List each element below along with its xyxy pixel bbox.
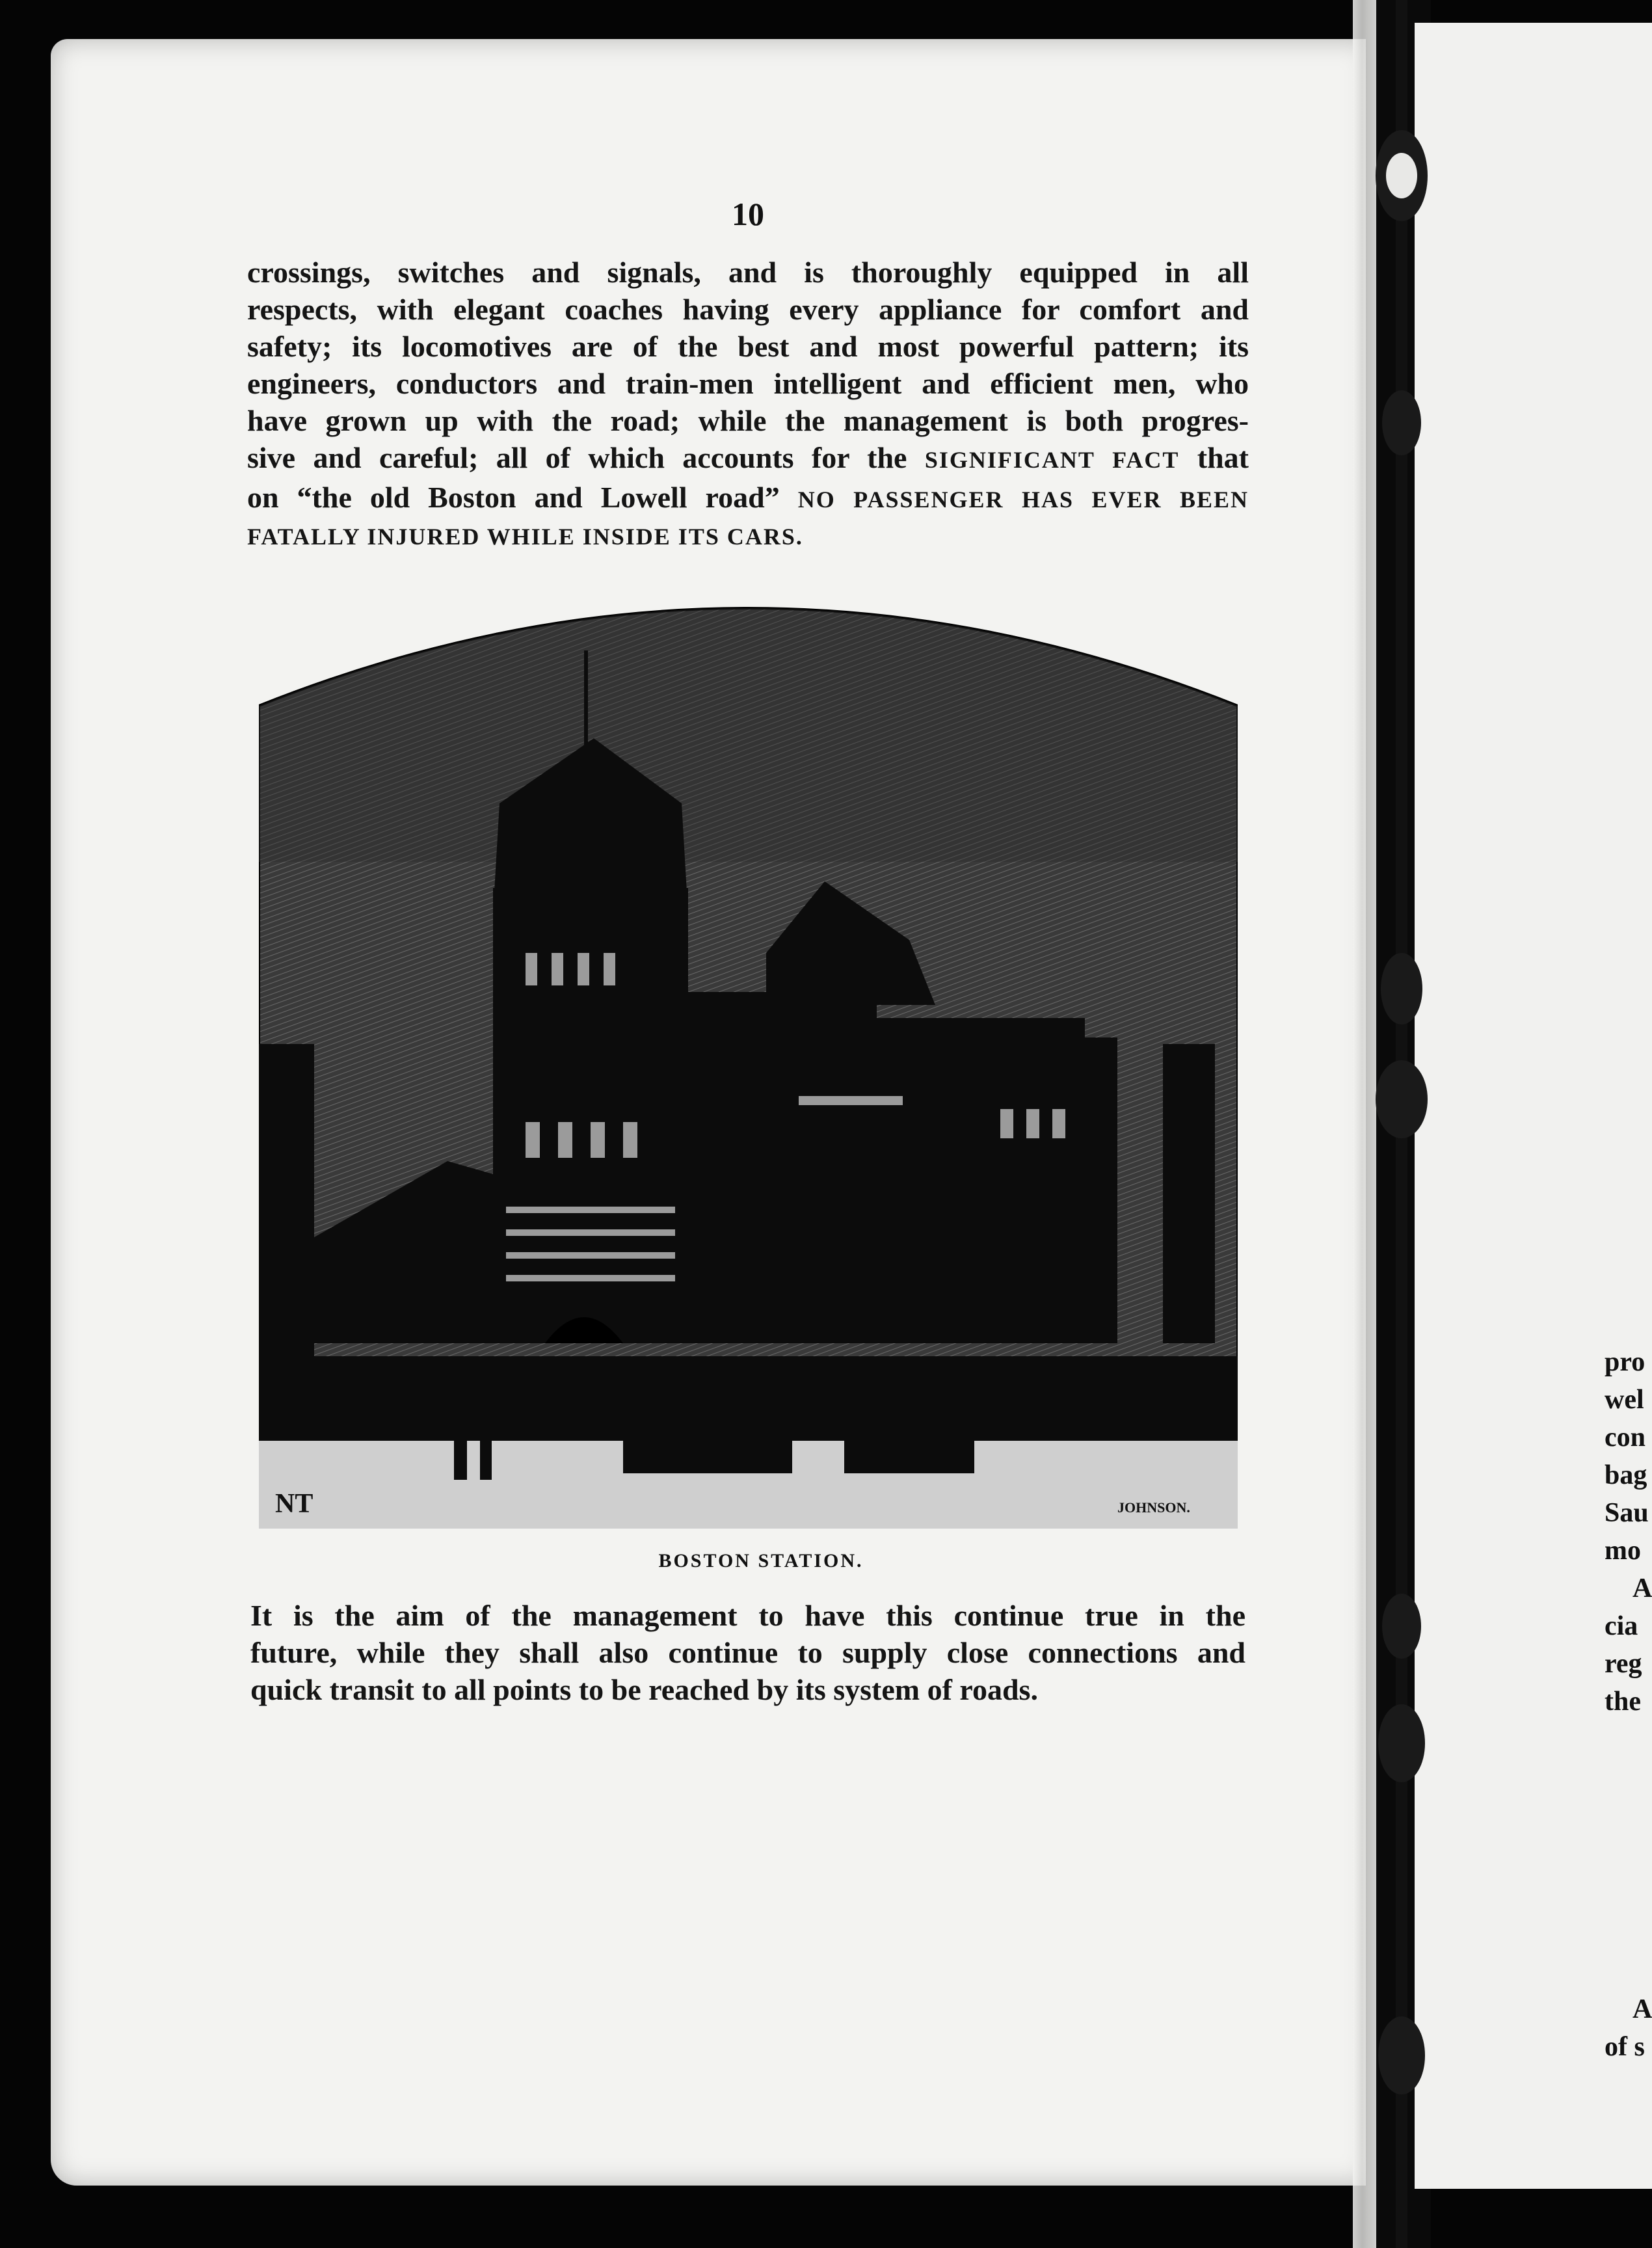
- right-page-fragment: bag: [1605, 1460, 1647, 1490]
- right-page-fragment: cia: [1605, 1611, 1638, 1641]
- paragraph-2: [250, 1597, 1246, 1708]
- right-page-fragment: mo: [1605, 1536, 1641, 1566]
- right-page-fragment: con: [1605, 1423, 1645, 1452]
- text-line: have grown up with the road; while the management is both progres-: [247, 404, 1249, 437]
- text-line: It is the aim of the management to have this continue true in the: [250, 1599, 1246, 1632]
- right-page-fragment: reg: [1605, 1649, 1642, 1679]
- text-line: safety; its locomotives are of the best and most powerful pattern; its: [247, 330, 1249, 363]
- text-line: quick transit to all points to be reached by its system of roads.: [250, 1673, 1038, 1706]
- right-page-fragment: A: [1632, 1573, 1652, 1603]
- binding-stitches: [1372, 0, 1431, 2248]
- emphasis-fatally-injured: FATALLY INJURED WHILE INSIDE ITS CARS.: [247, 524, 803, 550]
- text-line-mixed: on “the old Boston and Lowell road” NO PASSENGER HAS EVER BEEN: [247, 481, 1249, 514]
- emphasis-no-passenger: NO PASSENGER HAS EVER BEEN: [797, 487, 1249, 513]
- right-page-fragment: Sau: [1605, 1498, 1649, 1528]
- right-page-fragment: of s: [1605, 2032, 1645, 2062]
- paragraph-1: [247, 254, 1249, 555]
- text-line: crossings, switches and signals, and is thoroughly equipped in all: [247, 256, 1249, 289]
- text-line: future, while they shall also continue to supply close connections and: [250, 1636, 1246, 1669]
- text-line: respects, with elegant coaches having every appliance for comfort and: [247, 293, 1249, 326]
- boston-station-engraving: [259, 589, 1238, 1529]
- right-page: [1415, 23, 1652, 2189]
- emphasis-significant-fact: SIGNIFICANT FACT: [924, 447, 1180, 473]
- page-number: 10: [732, 196, 764, 232]
- right-page-fragment: wel: [1605, 1385, 1644, 1415]
- engraver-monogram: NT: [275, 1489, 313, 1519]
- illustration-caption: BOSTON STATION.: [658, 1550, 864, 1572]
- text-line: engineers, conductors and train-men intelligent and efficient men, who: [247, 367, 1249, 400]
- right-page-fragment: A: [1632, 1994, 1652, 2024]
- text-line-mixed: sive and careful; all of which accounts for the SIGNIFICANT FACT that: [247, 441, 1249, 474]
- right-page-fragment: pro: [1605, 1347, 1645, 1377]
- engraver-signature: JOHNSON.: [1117, 1499, 1190, 1516]
- right-page-fragment: the: [1605, 1687, 1641, 1717]
